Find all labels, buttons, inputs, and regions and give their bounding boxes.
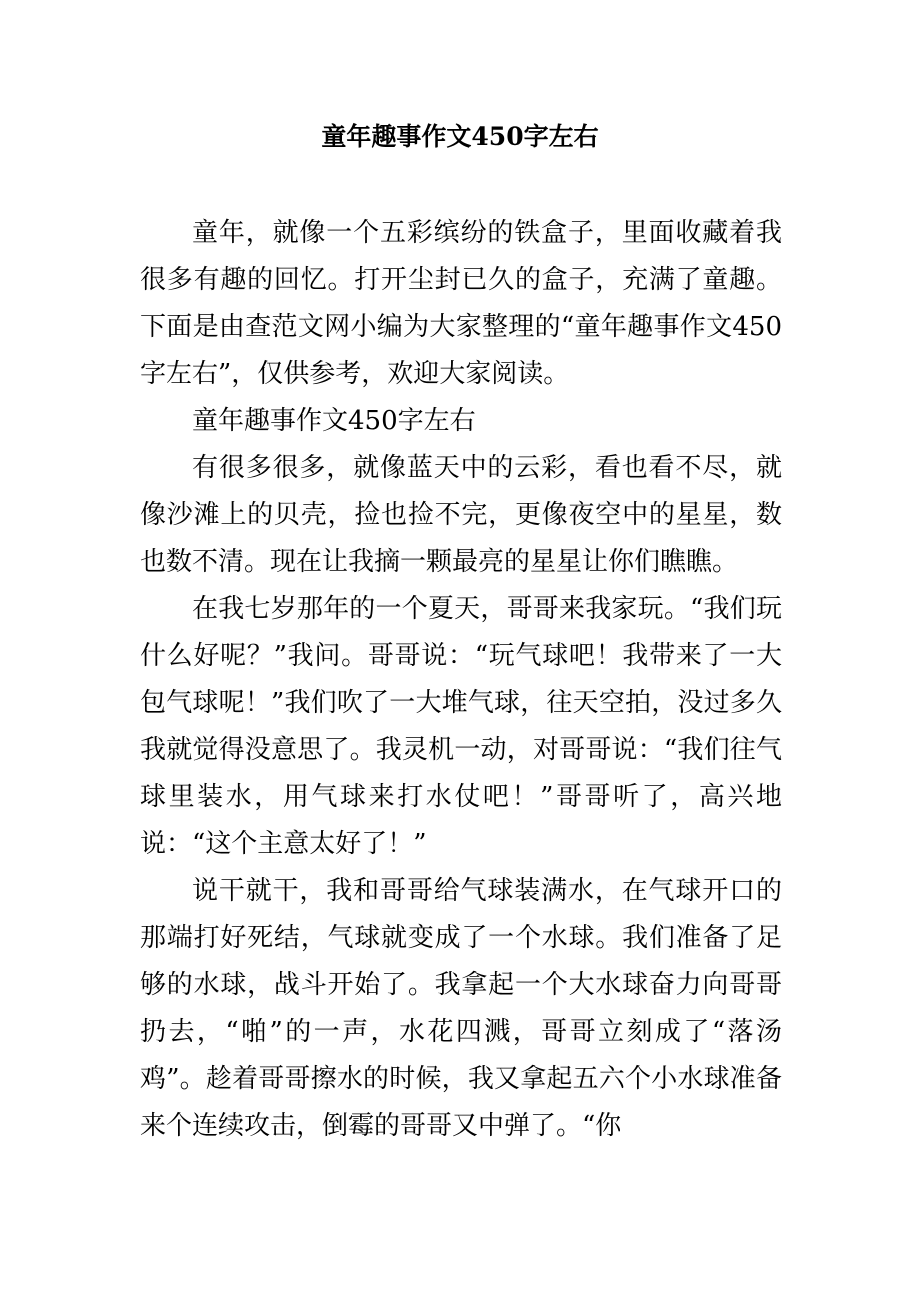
document-body	[140, 210, 782, 1150]
paragraph-subtitle: 童年趣事作文450字左右	[192, 406, 476, 436]
paragraph-stars: 有很多很多，就像蓝天中的云彩，看也看不尽，就像沙滩上的贝壳，捡也捡不完，更像夜空中的星星，数也数不清。现在让我摘一颗最亮的星星让你们瞧瞧。	[140, 453, 782, 577]
paragraph-intro: 童年，就像一个五彩缤纷的铁盒子，里面收藏着我很多有趣的回忆。打开尘封已久的盒子，充满了童趣。下面是由查范文网小编为大家整理的“童年趣事作文450字左右”，仅供参考，欢迎大家阅读。	[140, 218, 782, 389]
paragraph-balloons: 在我七岁那年的一个夏天，哥哥来我家玩。“我们玩什么好呢？”我问。哥哥说：“玩气球吧！我带来了一大包气球呢！”我们吹了一大堆气球，往天空拍，没过多久我就觉得没意思了。我灵机一动，对哥哥说：“我们往气球里装水，用气球来打水仗吧！”哥哥听了，高兴地说：“这个主意太好了！”	[140, 594, 782, 859]
paragraph-water-fight: 说干就干，我和哥哥给气球装满水，在气球开口的那端打好死结，气球就变成了一个水球。我们准备了足够的水球，战斗开始了。我拿起一个大水球奋力向哥哥扔去，“啪”的一声，水花四溅，哥哥立刻成了“落汤鸡”。趁着哥哥擦水的时候，我又拿起五六个小水球准备来个连续攻击，倒霉的哥哥又中弹了。“你	[140, 876, 782, 1141]
document-title: 童年趣事作文450字左右	[321, 122, 599, 151]
